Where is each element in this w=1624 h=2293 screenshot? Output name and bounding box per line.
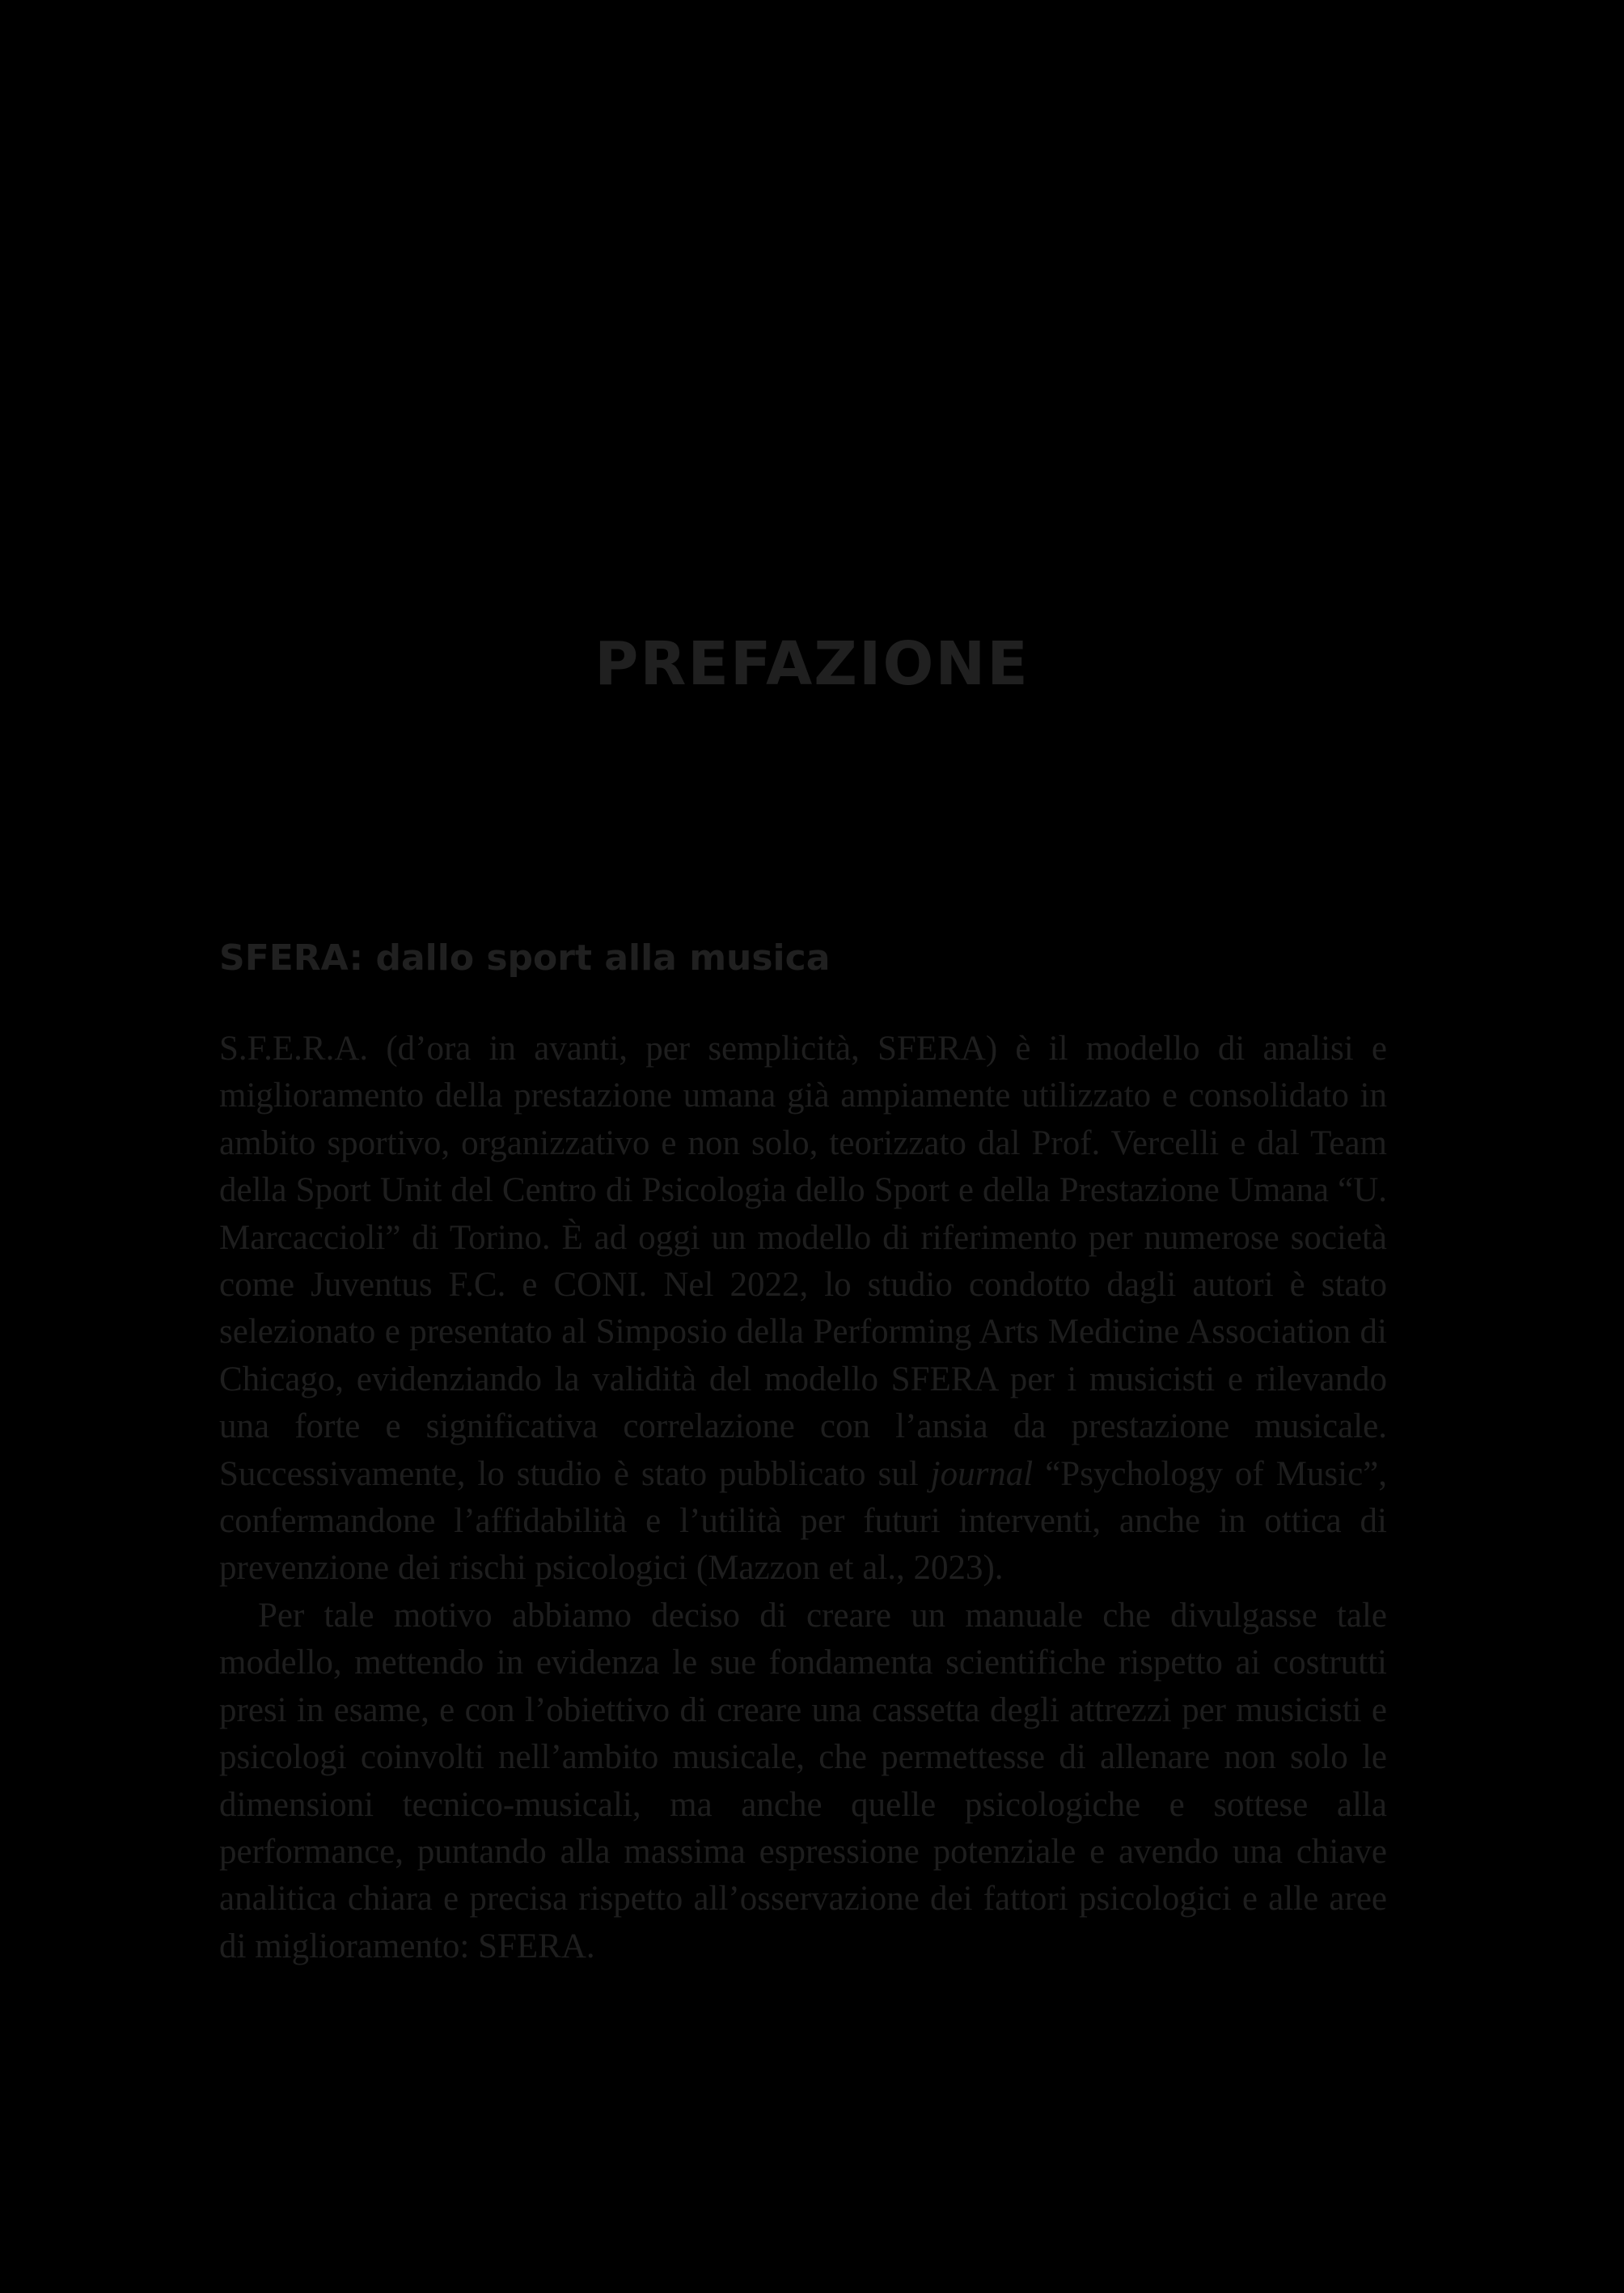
paragraph-1-text-a: S.F.E.R.A. (d’ora in avanti, per semplicità, SFERA) è il modello di analisi e miglioramento della prestazione umana già ampiamente utilizzato e consolidato in ambito sportivo, organizzativo e non solo, teorizzato dal Prof. Vercelli e dal Team della Sport Unit del Centro di Psicologia dello Sport e della Prestazione Umana “U. Marcaccioli” di Torino. È ad oggi un modello di riferimento per numerose società come Juventus F.C. e CONI. Nel 2022, lo studio condotto dagli autori è stato selezionato e presentato al Simposio della Performing Arts Medicine Association di Chicago, evidenziando la validità del modello SFERA per i musicisti e rilevando una forte e significativa correlazione con l’ansia da prestazione musicale. Successivamente, lo studio è stato pubblicato sul bbox=[219, 1030, 1387, 1493]
paragraph-1-text-b: “Psychology of Music”, confermandone l’affidabilità e l’utilità per futuri interventi, anche in ottica di prevenzione dei rischi psicologici (Mazzon et al., 2023). bbox=[219, 1454, 1387, 1588]
body-text bbox=[219, 1026, 1387, 1970]
paragraph-2: Per tale motivo abbiamo deciso di creare un manuale che divulgasse tale modello, mettendo in evidenza le sue fondamenta scientifiche rispetto ai costrutti presi in esame, e con l’obiettivo di creare una cassetta degli attrezzi per musicisti e psicologi coinvolti nell’ambito musicale, che permettesse di allenare non solo le dimensioni tecnico-musicali, ma anche quelle psicologiche e sottese alla performance, puntando alla massima espressione potenziale e avendo una chiave analitica chiara e precisa rispetto all’osservazione dei fattori psicologici e alle aree di miglioramento: SFERA. bbox=[219, 1596, 1387, 1965]
paragraph-1-italic: journal bbox=[930, 1454, 1034, 1493]
section-heading: SFERA: dallo sport alla musica bbox=[219, 937, 831, 979]
page-title: PREFAZIONE bbox=[594, 629, 1030, 699]
paragraph-1 bbox=[219, 1026, 1387, 1593]
